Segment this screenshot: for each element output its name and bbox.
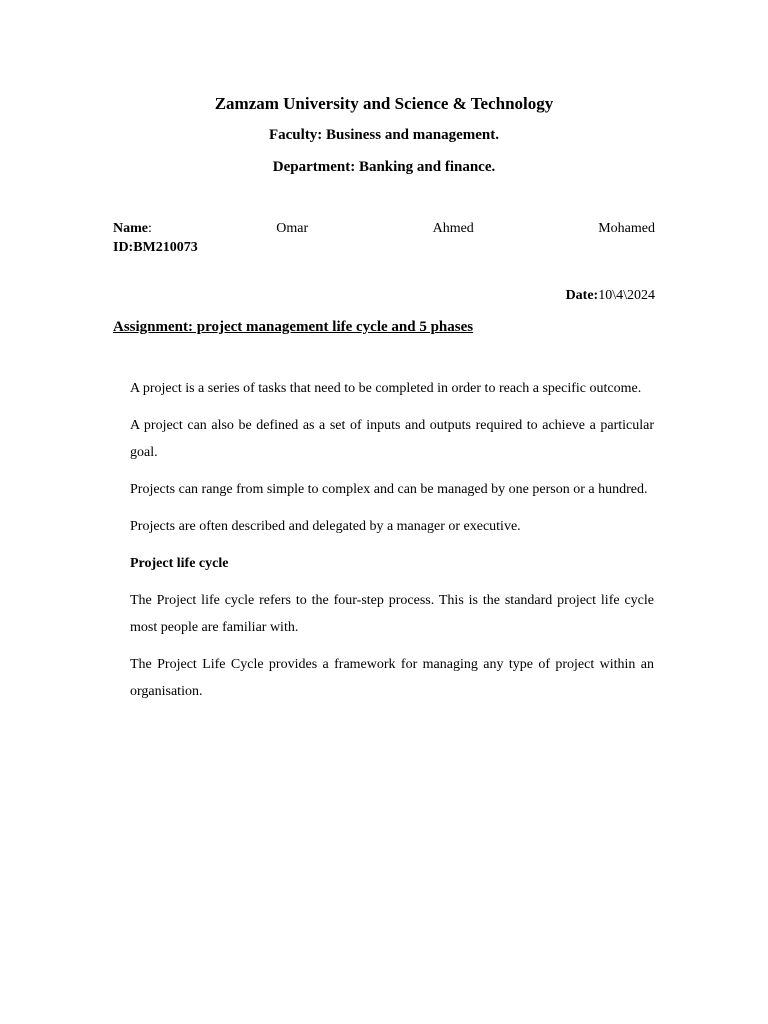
name-label-group bbox=[113, 219, 152, 238]
first-name: Omar bbox=[276, 221, 309, 236]
faculty-line: Faculty: Business and management. bbox=[268, 127, 500, 143]
middle-name: Ahmed bbox=[432, 221, 474, 236]
university-title: Zamzam University and Science & Technology bbox=[214, 94, 554, 113]
section-heading: Project life cycle bbox=[130, 556, 229, 571]
paragraph-5: The Project life cycle refers to the four-step process. This is the standard project life cycle most people are familiar with. bbox=[130, 593, 654, 635]
name-colon: : bbox=[148, 221, 152, 236]
name-label: Name bbox=[113, 221, 148, 236]
body-text bbox=[130, 375, 654, 715]
date-row bbox=[113, 286, 655, 305]
paragraph-2: A project can also be defined as a set of inputs and outputs required to achieve a particular goal. bbox=[130, 418, 654, 460]
paragraph-3: Projects can range from simple to complex and can be managed by one person or a hundred. bbox=[130, 482, 648, 497]
date-value: 10\4\2024 bbox=[598, 288, 655, 303]
student-id: ID:BM210073 bbox=[113, 240, 198, 255]
assignment-title: Assignment: project management life cycle and 5 phases bbox=[113, 319, 474, 335]
paragraph-6: The Project Life Cycle provides a framework for managing any type of project within an organisation. bbox=[130, 657, 654, 699]
last-name: Mohamed bbox=[598, 221, 655, 236]
name-row bbox=[113, 219, 655, 238]
paragraph-4: Projects are often described and delegated by a manager or executive. bbox=[130, 519, 521, 534]
department-line: Department: Banking and finance. bbox=[272, 159, 496, 175]
date-label: Date: bbox=[565, 288, 599, 303]
paragraph-1: A project is a series of tasks that need to be completed in order to reach a specific outcome. bbox=[130, 381, 642, 396]
